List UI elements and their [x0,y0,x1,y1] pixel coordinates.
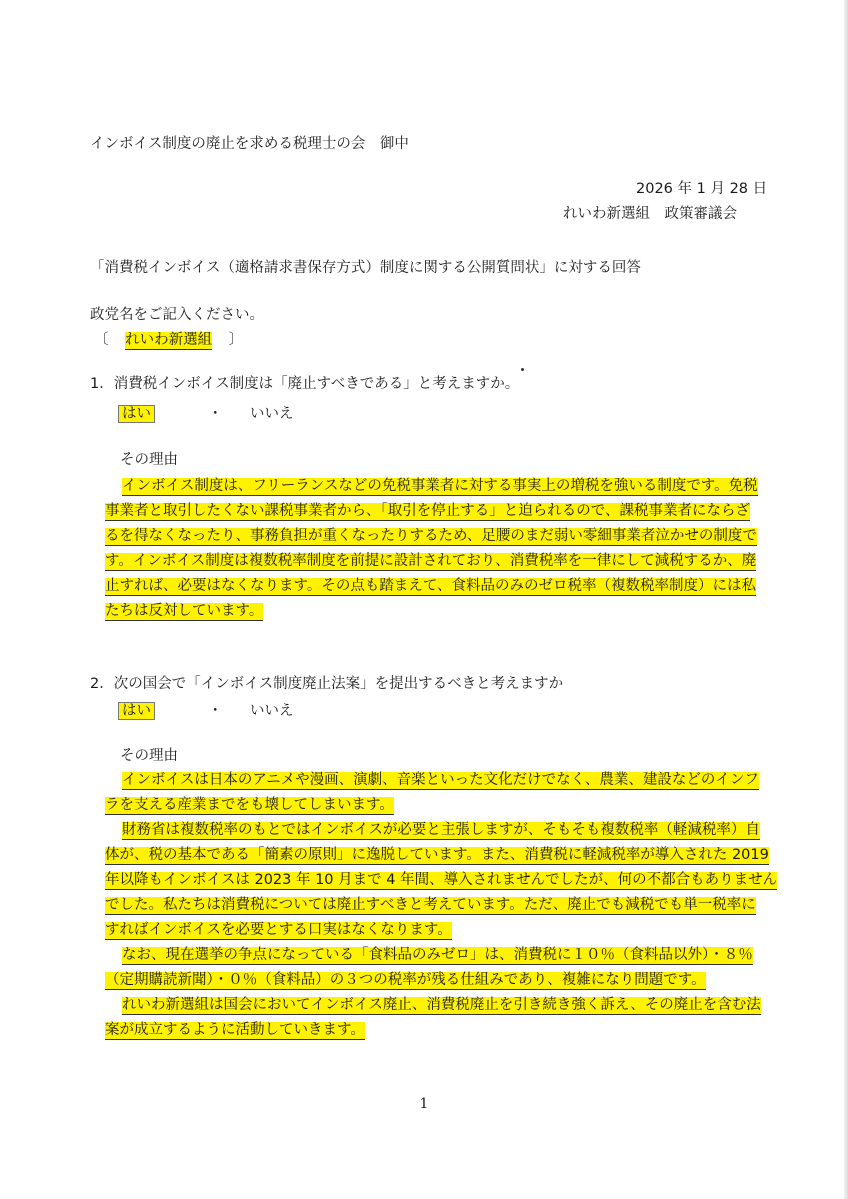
party-prompt: 政党名をご記入ください。 [90,307,264,323]
q2-answer-yes [118,699,155,720]
q2-answer-no: いいえ [250,703,294,719]
q1-reason-line: インボイス制度は、フリーランスなどの免税事業者に対する事実上の増税を強いる制度です。免税 [122,478,758,494]
q1-answer-no: いいえ [250,406,294,422]
q2-yes-label: はい [118,702,155,720]
q2-reason-line: 年以降もインボイスは 2023 年 10 月まで 4 年間、導入されませんでしたが、何の不都合もありません [105,872,778,888]
q2-reason-line: インボイスは日本のアニメや漫画、演劇、音楽といった文化だけでなく、農業、建設などのインフ [122,772,759,788]
addressee: インボイス制度の廃止を求める税理士の会 御中 [90,136,409,152]
sender: れいわ新選組 政策審議会 [563,206,737,222]
q1-reason-line: るを得なくなったり、事務負担が重くなったりするため、足腰のまだ弱い零細事業者泣かせの制度で [105,528,757,544]
q2-reason-line: （定期購読新聞）・０％（食料品）の３つの税率が残る仕組みであり、複雑になり問題です。 [105,972,706,988]
party-close-bracket: 〕 [228,332,244,348]
q2-reason-line: 財務省は複数税率のもとではインボイスが必要と主張しますが、そもそも複数税率（軽減税率）自 [122,822,760,838]
q1-reason [105,474,758,624]
subject: 「消費税インボイス（適格請求書保存方式）制度に関する公開質問状」に対する回答 [90,260,641,276]
q2-reason-label: その理由 [120,748,178,764]
scan-edge-shadow [844,0,848,1199]
q2-reason-line: れいわ新選組は国会においてインボイス廃止、消費税廃止を引き続き強く訴え、その廃止を含む法 [122,997,761,1013]
q2-reason-line: なお、現在選挙の争点になっている「食料品のみゼロ」は、消費税に１０％（食料品以外）・８％ [122,947,753,963]
q2-reason-line: 案が成立するように活動していきます。 [105,1022,365,1038]
q2-reason-line: でした。私たちは消費税については廃止すべきと考えています。ただ、廃止でも減税でも単一税率に [105,897,756,913]
q1-question: 1．消費税インボイス制度は「廃止すべきである」と考えますか。 [90,376,520,392]
q1-reason-line: 止すれば、必要はなくなります。その点も踏まえて、食料品のみのゼロ税率（複数税率制度）には私 [105,578,757,594]
q1-reason-line: たちは反対しています。 [105,603,264,619]
q2-reason-line: 体が、税の基本である「簡素の原則」に逸脱しています。また、消費税に軽減税率が導入された 2019 [105,847,769,863]
q2-reason [105,768,778,1043]
q1-answer-yes [118,402,155,423]
q2-question: 2．次の国会で「インボイス制度廃止法案」を提出するべきと考えますか [90,676,564,692]
q1-reason-line: す。インボイス制度は複数税率制度を前提に設計されており、消費税率を一律にして減税するか、廃 [105,553,757,569]
q2-reason-line: ラを支える産業までをも壊してしまいます。 [105,797,394,813]
q1-separator: ・ [208,406,223,422]
party-name: れいわ新選組 [125,332,213,348]
q1-reason-label: その理由 [120,452,178,468]
q1-reason-line: 事業者と取引したくない課税事業者から、「取引を停止する」と迫られるので、課税事業者にならざ [105,503,750,519]
date: 2026 年 1 月 28 日 [636,181,768,197]
party-field [94,332,243,349]
party-open-bracket: 〔 [94,332,109,348]
q2-reason-line: すればインボイスを必要とする口実はなくなります。 [105,922,452,938]
q1-yes-label: はい [118,405,155,423]
page-number: 1 [419,1096,429,1112]
stray-mark [521,368,524,371]
q2-separator: ・ [208,703,223,719]
